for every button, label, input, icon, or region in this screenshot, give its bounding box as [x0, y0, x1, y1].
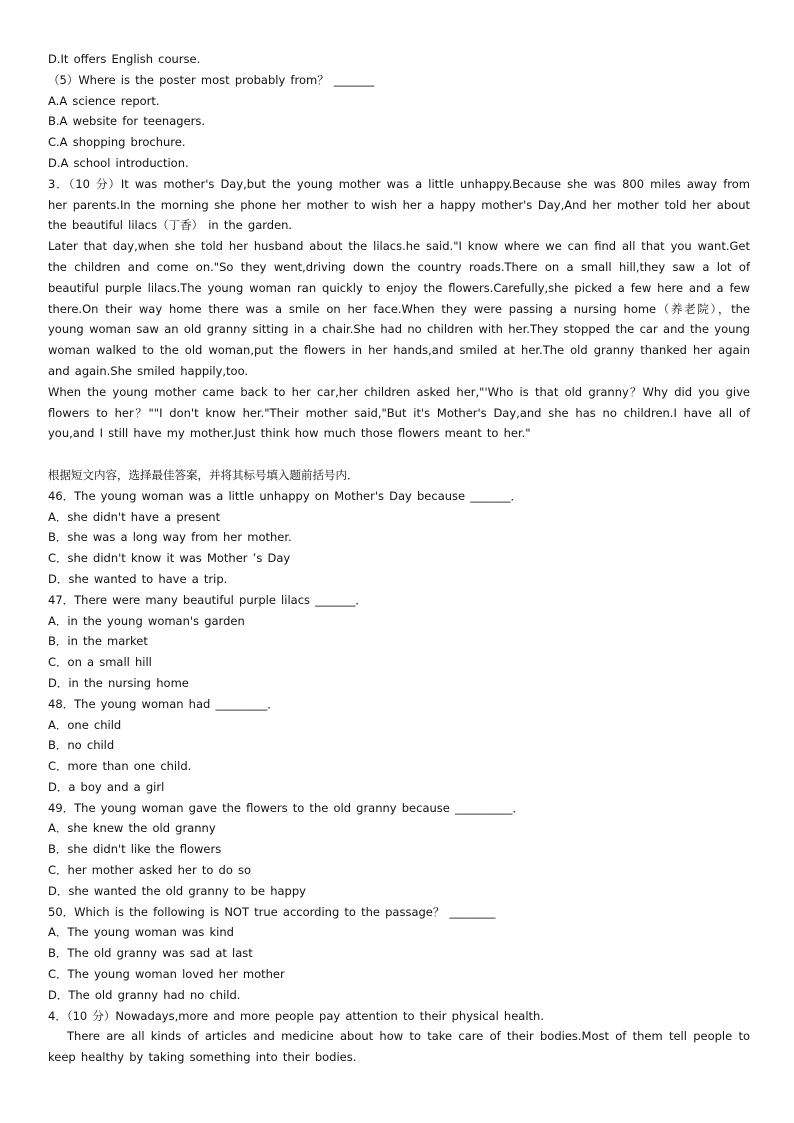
question-stem: 50．Which is the following is NOT true according to the passage？ ________ [48, 904, 496, 919]
passage-4-line-1: 4．（10 分）Nowadays,more and more people pay attention to their physical health. [48, 1008, 544, 1023]
question-49 [48, 798, 750, 902]
question-46 [48, 486, 750, 590]
question-stem: 46．The young woman was a little unhappy on Mother's Day because _______． [48, 488, 523, 503]
option-a: A．she didn't have a present [48, 509, 221, 524]
option-b: B．she was a long way from her mother. [48, 530, 292, 545]
option-b: B．The old granny was sad at last [48, 946, 253, 961]
option-c: C．on a small hill [48, 655, 152, 670]
option-b: B．she didn't like the flowers [48, 842, 222, 857]
question-50 [48, 902, 750, 1006]
q5-option-a: A.A science report. [48, 93, 160, 108]
option-a: A．The young woman was kind [48, 925, 234, 940]
q5-option-b: B.A website for teenagers. [48, 114, 205, 129]
document-page [48, 49, 750, 1068]
option-a: A．in the young woman's garden [48, 613, 245, 628]
option-b: B．no child [48, 738, 115, 753]
passage-4-para: There are all kinds of articles and medicine about how to take care of their bodies.Most of them tell people to keep healthy by taking something into their bodies. [48, 1029, 750, 1065]
question-5-stem: （5）Where is the poster most probably from？ _______ [48, 72, 375, 87]
instruction: 根据短文内容，选择最佳答案，并将其标号填入题前括号内． [48, 467, 359, 482]
blank-line [48, 444, 750, 465]
option-d: D．she wanted the old granny to be happy [48, 883, 306, 898]
passage-3-para-3: When the young mother came back to her car,her children asked her,"'Who is that old granny？Why did you give flowers to her？""I don't know her."Their mother said,"But it's Mother's Day,and she has no children.I have all of you,and I still have my mother.Just think how much those flowers meant to her." [48, 384, 750, 441]
q5-option-c: C.A shopping brochure. [48, 135, 186, 150]
option-c: C．her mother asked her to do so [48, 863, 252, 878]
option-d: D．a boy and a girl [48, 779, 165, 794]
question-stem: 47．There were many beautiful purple lilacs _______． [48, 592, 367, 607]
prev-option-d: D.It offers English course. [48, 52, 201, 66]
option-d: D．The old granny had no child. [48, 987, 241, 1002]
question-48 [48, 694, 750, 798]
passage-3-para-1: 3．（10 分）It was mother's Day,but the young mother was a little unhappy.Because she was 800 miles away from her parents.In the morning she phone her mother to wish her a happy mother's Day,And her mother told her about the beautiful lilacs（丁香） in the garden. [48, 176, 750, 233]
q5-option-d: D.A school introduction. [48, 155, 189, 170]
question-stem: 49．The young woman gave the flowers to the old granny because __________． [48, 800, 525, 815]
option-a: A．she knew the old granny [48, 821, 216, 836]
question-47 [48, 590, 750, 694]
option-c: C．she didn't know it was Mother ’s Day [48, 551, 291, 566]
option-b: B．in the market [48, 634, 148, 649]
option-c: C．The young woman loved her mother [48, 967, 285, 982]
passage-3-para-2: Later that day,when she told her husband about the lilacs.he said."I know where we can find all that you want.Get the children and come on."So they went,driving down the country roads.There on a small hill,they saw a lot of beautiful purple lilacs.The young woman ran quickly to enjoy the flowers.Carefully,she picked a few here and a few there.On their way home there was a smile on her face.When they were passing a nursing home（养老院），the young woman saw an old granny sitting in a chair.She had no children with her.They stopped the car and the young woman walked to the old woman,put the flowers in her hands,and smiled at her.The old granny thanked her again and again.She smiled happily,too. [48, 239, 750, 378]
option-d: D．she wanted to have a trip. [48, 571, 228, 586]
question-stem: 48．The young woman had _________． [48, 696, 279, 711]
option-a: A．one child [48, 717, 122, 732]
option-c: C．more than one child. [48, 759, 192, 774]
option-d: D．in the nursing home [48, 675, 189, 690]
